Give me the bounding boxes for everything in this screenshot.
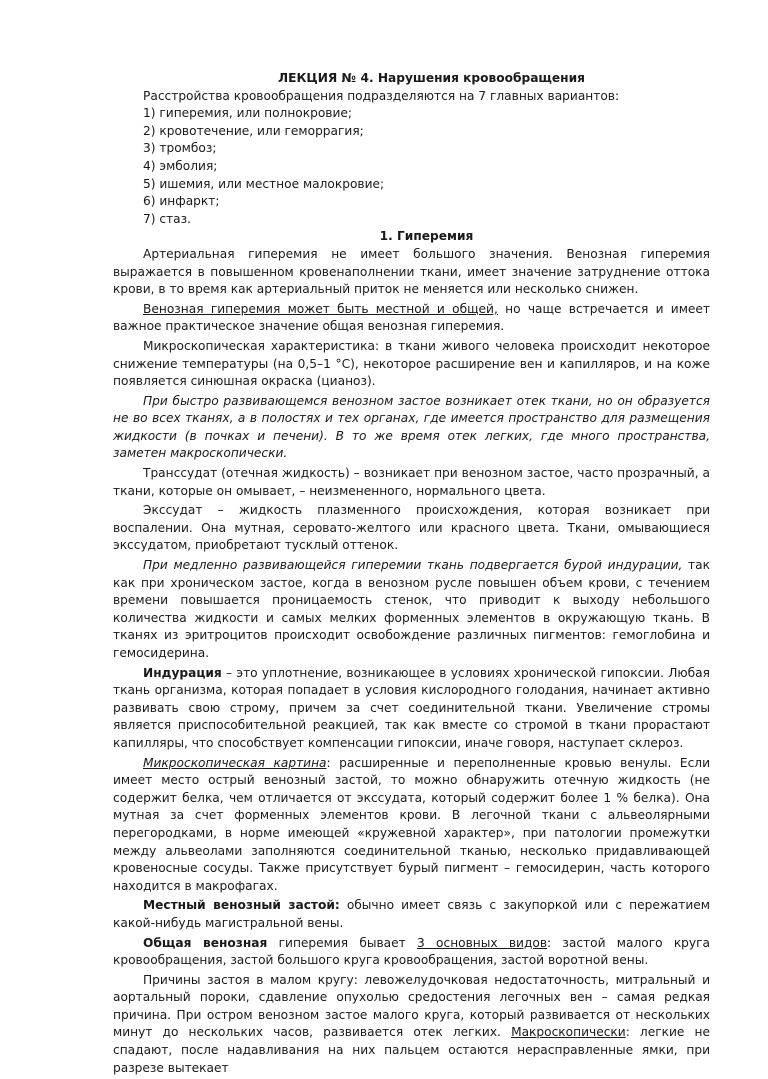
list-item: 3) тромбоз; xyxy=(143,141,217,156)
list-item: 1) гиперемия, или полнокровие; xyxy=(143,106,353,121)
paragraph-text: Причины застоя в малом кругу: левожелудочковая недостаточность, митральный и аортальный пороки, сдавление опухолью средостения легочных вен – самая редкая причина. При остром венозном застое малого круга, который развивается от нескольких минут до нескольких часов, развивается отек легких. xyxy=(113,972,710,1040)
paragraph-7 xyxy=(113,557,710,663)
paragraph-text: обычно имеет связь с закупоркой или с пережатием какой-нибудь магистральной вены. xyxy=(113,898,710,930)
italic-underlined-term: Микроскопическая картина xyxy=(143,755,327,770)
list-item: 6) инфаркт; xyxy=(143,194,220,209)
paragraph-2 xyxy=(113,301,710,336)
paragraph-12 xyxy=(113,972,710,1078)
paragraph-text: но чаще встречается и имеет важное практическое значение общая венозная гиперемия. xyxy=(113,301,710,334)
paragraph-6: Экссудат – жидкость плазменного происхождения, которая возникает при воспалении. Она мутная, серовато-желтого или красного цвета. Ткани, омывающиеся экссудатом, приобретают тусклый оттенок. xyxy=(113,503,710,553)
paragraph-3: Микроскопическая характеристика: в ткани живого человека происходит некоторое снижение температуры (на 0,5–1 °С), некоторое расширение вен и капилляров, и на коже появляется синюшная окраска (цианоз). xyxy=(113,338,710,389)
paragraph-text: – это уплотнение, возникающее в условиях хронической гипоксии. Любая ткань организма, которая попадает в условия кислородного голодания, начинает активно развивать свою строму, причем за счет соединительной ткани. Увеличение стромы является приспособительной реакцией, так как вместе со стромой в ткани прорастают капилляры, что способствует компенсации гипоксии, иначе говоря, наступает склероз. xyxy=(113,665,710,750)
italic-text: При медленно развивающейся гиперемии ткань подвергается бурой индурации, xyxy=(143,558,683,573)
paragraph-text: : легкие не спадают, после надавливания на них пальцем остаются нерасправленные ямки, при разрезе вытекает xyxy=(113,1025,711,1075)
paragraph-4-italic: При быстро развивающемся венозном застое возникает отек ткани, но он образуется не во всех тканях, а в полостях и тех органах, где имеется пространство для размещения жидкости (в почках и печени). В то же время отек легких, где много пространства, заметен макроскопически. xyxy=(113,393,710,461)
list-item: 2) кровотечение, или геморрагия; xyxy=(143,123,364,138)
paragraph-text: : застой малого круга кровообращения, застой большого круга кровообращения, застой воротной вены. xyxy=(113,935,710,968)
bold-term: Индурация xyxy=(143,665,222,680)
paragraph-9 xyxy=(113,755,710,896)
paragraph-11 xyxy=(113,935,710,970)
paragraph-text: : расширенные и переполненные кровью венулы. Если имеет место острый венозный застой, то можно обнаружить отечную жидкость (не содержит белка, чем отличается от экссудата, который содержит более 1 % белка). Она мутная за счет форменных элементов крови. В легочной ткани с альвеолярными перегородками, в норме имеющей «кружевной характер», при патологии промежутки между альвеолами заполняются соединительной тканью, несколько придавливающей кровеносные сосуды. Также присутствует бурый пигмент – гемосидерин, часть которого находится в макрофагах. xyxy=(113,755,710,893)
paragraph-5: Транссудат (отечная жидкость) – возникает при венозном застое, часто прозрачный, а ткани, которые он омывает, – неизмененного, нормального цвета. xyxy=(113,466,710,498)
paragraph-10 xyxy=(113,897,710,932)
list-item: 5) ишемия, или местное малокровие; xyxy=(143,176,385,191)
paragraph-8 xyxy=(113,665,710,753)
list-item: 4) эмболия; xyxy=(143,158,218,173)
section-heading: 1. Гиперемия xyxy=(379,229,474,244)
paragraph-1: Артериальная гиперемия не имеет большого значения. Венозная гиперемия выражается в повышенном кровенаполнении ткани, имеет значение затруднение оттока крови, в то время как артериальный приток не меняется или несколько снижен. xyxy=(113,246,710,297)
document-page xyxy=(113,70,710,1079)
underlined-text: Макроскопически xyxy=(511,1025,626,1040)
underlined-text: 3 основных видов xyxy=(417,935,548,950)
paragraph-text: гиперемия бывает xyxy=(267,935,418,950)
paragraph-text: так как при хроническом застое, когда в венозном русле повышен объем крови, с течением времени повышается проницаемость стенок, что приводит к выходу небольшого количества жидкости и самых мелких форменных элементов в окружающую ткань. В тканях из эритроцитов происходит освобождение различных пигментов: гемоглобина и гемосидерина. xyxy=(113,558,710,660)
lecture-title: ЛЕКЦИЯ № 4. Нарушения кровообращения xyxy=(278,71,585,85)
intro-line: Расстройства кровообращения подразделяются на 7 главных вариантов: xyxy=(143,88,620,103)
underlined-text: Венозная гиперемия может быть местной и общей, xyxy=(143,301,498,316)
list-item: 7) стаз. xyxy=(143,211,192,226)
bold-term: Общая венозная xyxy=(143,935,268,950)
bold-term: Местный венозный застой: xyxy=(143,898,340,913)
